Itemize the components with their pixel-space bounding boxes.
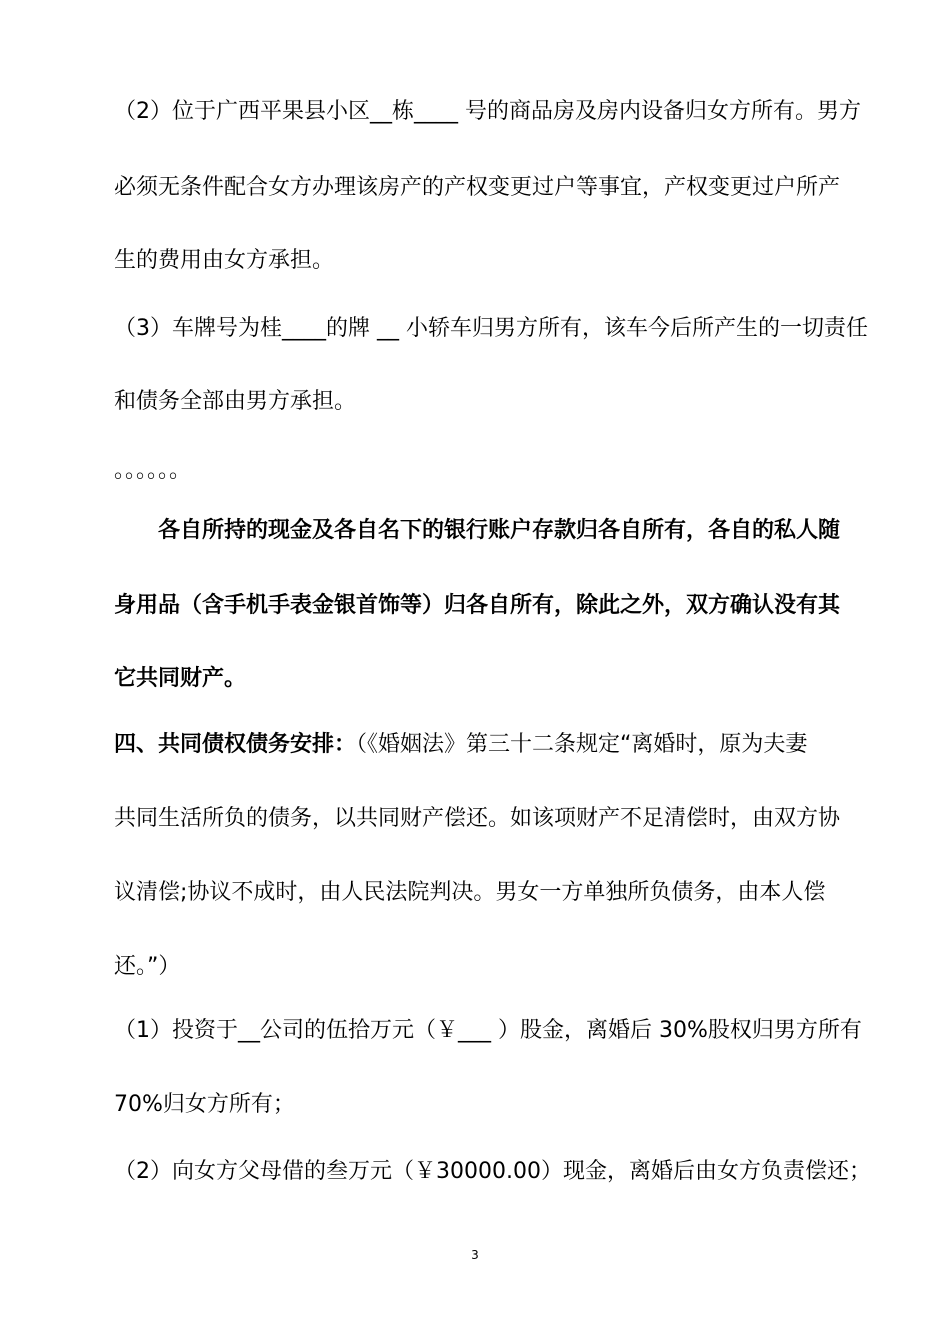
page-number: 3	[471, 1248, 479, 1262]
paragraph-line: 和债务全部由男方承担。	[114, 389, 357, 414]
paragraph-line: （1）投资于__公司的伍拾万元（￥___ ）股金，离婚后 30%股权归男方所有	[114, 1018, 862, 1043]
paragraph-line: 共同生活所负的债务，以共同财产偿还。如该项财产不足清偿时，由双方协	[114, 806, 841, 831]
section-heading-line	[114, 730, 874, 760]
paragraph-line: 70%归女方所有；	[114, 1092, 295, 1117]
paragraph-line: （2）位于广西平果县小区__栋____ 号的商品房及房内设备归女方所有。男方	[114, 99, 861, 124]
bold-paragraph-line: 它共同财产。	[114, 666, 247, 691]
ellipsis-line: 。。。。。。	[114, 458, 192, 483]
paragraph-line: （3）车牌号为桂____的牌 __ 小轿车归男方所有，该车今后所产生的一切责任	[114, 316, 868, 341]
paragraph-line: 议清偿;协议不成时，由人民法院判决。男女一方单独所负债务，由本人偿	[114, 880, 826, 905]
bold-paragraph-line: 各自所持的现金及各自名下的银行账户存款归各自所有，各自的私人随	[158, 518, 841, 543]
paragraph-text: （《婚姻法》第三十二条规定“离婚时，原为夫妻	[356, 732, 808, 757]
paragraph-line: （2）向女方父母借的叁万元（￥30000.00）现金，离婚后由女方负责偿还；	[114, 1159, 871, 1184]
paragraph-line: 必须无条件配合女方办理该房产的产权变更过户等事宜，产权变更过户所产	[114, 175, 841, 200]
section-heading: 四、共同债权债务安排：	[114, 732, 357, 757]
bold-paragraph-line: 身用品（含手机手表金银首饰等）归各自所有，除此之外，双方确认没有其	[114, 593, 841, 618]
paragraph-line: 还。”）	[114, 954, 181, 979]
paragraph-line: 生的费用由女方承担。	[114, 248, 335, 273]
